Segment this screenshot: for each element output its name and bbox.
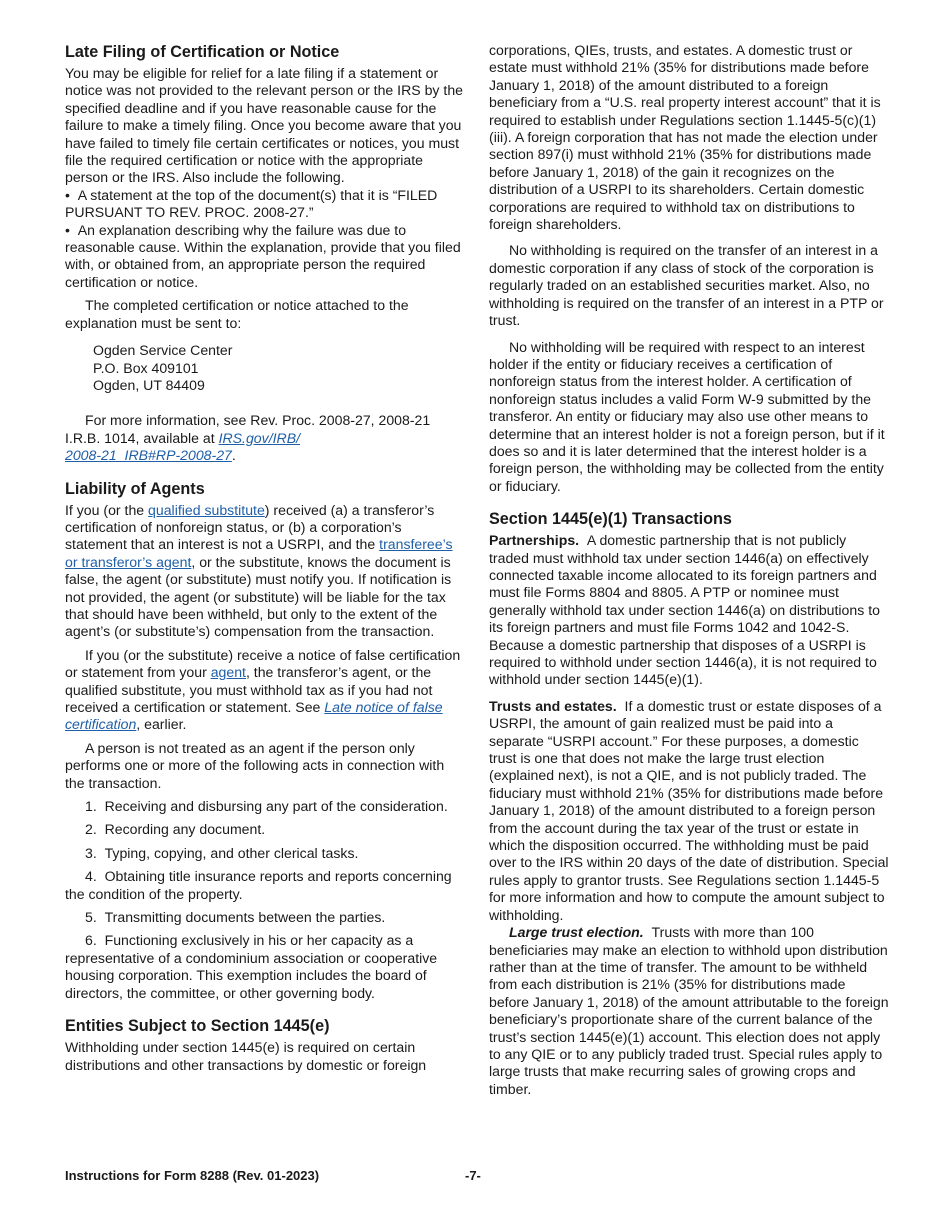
more-info-paragraph: For more information, see Rev. Proc. 2008-27, 2008-21 I.R.B. 1014, available at IRS.gov/IRB/ 2008-21_IRB#RP-2008-27. (65, 412, 431, 464)
late-filing-heading: Late Filing of Certification or Notice (65, 43, 340, 61)
agent-definition-link[interactable]: agent (210, 664, 246, 681)
no-withholding-paragraph: No withholding is required on the transfer of an interest in a domestic corporation if any class of stock of the corporation is regularly traded on an established securities market. Also, no withholding is required on the transfer of an interest in a PTP or trust. (489, 242, 884, 329)
bullet-item: • A statement at the top of the document(s) that it is “FILED PURSUANT TO REV. PROC. 2008-27.” (65, 186, 438, 221)
liability-agents-heading: Liability of Agents (65, 479, 205, 498)
agents-paragraph-2: If you (or the substitute) receive a notice of false certification or statement from your agent, the transferor’s agent, or the qualified substitute, you must withhold tax as if you had not received a certification or statement. See Late notice of false certification, earlier. (65, 646, 461, 733)
address-line: P.O. Box 409101 (93, 359, 199, 376)
partnerships-paragraph: Partnerships. A domestic partnership that is not publicly traded must withhold tax under section 1446(a) on effectively connected taxable income allocated to its foreign partners and must file Forms 8804 and 8805. A PTP or nominee must generally withhold tax under section 1446(a) on distributions to its foreign partners and must file Forms 1042 and 1042-S. Because a domestic partnership that disposes of a USRPI is required to withhold under section 1446(a), it is not required to withhold under section 1445(e)(1). (489, 532, 880, 688)
entities-paragraph: Withholding under section 1445(e) is required on certain distributions and other transactions by domestic or foreign (65, 1039, 427, 1073)
bullet-item: • An explanation describing why the failure was due to reasonable cause. Within the explanation, provide that you filed with, or obtained from, an appropriate person the required certification or notice. (65, 221, 461, 290)
send-to-paragraph: The completed certification or notice attached to the explanation must be sent to: (65, 297, 409, 331)
rev-proc-link[interactable]: IRS.gov/IRB/ 2008-21_IRB#RP-2008-27 (65, 429, 301, 464)
agent-link[interactable]: transferee’s or transferor’s agent (65, 536, 453, 570)
address-line: Ogden, UT 84409 (93, 376, 205, 393)
entities-heading: Entities Subject to Section 1445(e) (65, 1017, 330, 1036)
left-column (65, 42, 465, 1074)
list-item: 1. Receiving and disbursing any part of the consideration. (85, 798, 448, 815)
trusts-paragraph: Trusts and estates. If a domestic trust or estate disposes of a USRPI, the amount of gain realized must be paid into a separate “USRPI account.” For these purposes, a domestic trust is one that does not make the large trust election (explained next), is not a QIE, and is not publicly traded. The fiduciary must withhold 21% (35% for distributions made before January 1, 2018) of the amount distributed to a foreign person from the account during the tax year of the trust or estate in which the disposition occurred. The withholding must be paid over to the IRS within 20 days of the date of distribution. Special rules apply to grantor trusts. See Regulations section 1.1445-5 for more information and how to compute the amount subject to withholding. (489, 697, 889, 923)
list-item: 5. Transmitting documents between the parties. (85, 909, 386, 926)
late-filing-paragraph: You may be eligible for relief for a late filing if a statement or notice was not provided to the relevant person or the IRS by the specified deadline and if you have reasonable cause for the failure to make a timely filing. Once you become aware that you have failed to timely file certain certificates or notices, you must file the required certification or notice with the appropriate person or the IRS. Also include the following. (65, 65, 463, 186)
mailing-address (65, 342, 465, 394)
qualified-substitute-link[interactable]: qualified substitute (148, 501, 265, 518)
continued-paragraph: corporations, QIEs, trusts, and estates. A domestic trust or estate must withhold 21% (35% for distributions made before January 1, 2018) of the amount distributed to a foreign beneficiary from a “U.S. real property interest account” that it is required to establish under Regulations section 1.1445-5(c)(1)(iii). A foreign corporation that has not made the election under section 897(i) must withhold 21% (35% for distributions made before January 1, 2018) of the gain it recognizes on the distribution of a USRPI to its shareholders. Certain domestic corporations are required to withhold tax on distributions to foreign shareholders. (489, 42, 881, 233)
address-line: Ogden Service Center (93, 342, 233, 359)
agents-paragraph-3: A person is not treated as an agent if the person only performs one or more of the following acts in connection with the transaction. (65, 739, 445, 791)
form-title: Instructions for Form 8288 (Rev. 01-2023) (65, 1168, 320, 1183)
page-footer (65, 1168, 885, 1183)
agents-paragraph-1: If you (or the qualified substitute) received (a) a transferor’s certification of nonforeign status, or (b) a corporation’s statement that an interest is not a USRPI, and the transferee’s or transferor’s agent, or the substitute, knows the document is false, the agent (or substitute) must notify you. If notification is not provided, the agent (or substitute) will be liable for the tax that should have been withheld, but only to the extent of the agent’s (or substitute’s) compensation from the transaction. (65, 501, 453, 640)
section-1445e1-heading: Section 1445(e)(1) Transactions (489, 510, 732, 529)
late-notice-link[interactable]: Late notice of false certification (65, 699, 443, 733)
nonforeign-paragraph: No withholding will be required with respect to an interest holder if the entity or fiduciary receives a certification of nonforeign status from the interest holder. A certification of nonforeign status includes a valid Form W-9 submitted by the transferor. An entity or fiduciary may also use other means to determine that an interest holder is not a foreign person, but if it does so and it is later determined that the interest holder is a foreign person, the withholding may be collected from the entity or fiduciary. (489, 338, 885, 494)
large-trust-paragraph: Large trust election. Trusts with more than 100 beneficiaries may make an election to withhold upon distribution rather than at the time of transfer. The amount to be withheld from each distribution is 21% (35% for distributions made before January 1, 2018) of the amount attributable to the foreign beneficiary’s proportionate share of the current balance of the trust’s section 1445(e)(1) account. This election does not apply to any QIE or to any publicly traded trust. Special rules apply to large trusts that make recurring sales of growing crops and timber. (489, 924, 889, 1097)
list-item: 4. Obtaining title insurance reports and reports concerning the condition of the property. (65, 868, 452, 902)
list-item: 2. Recording any document. (85, 821, 266, 838)
page-number: -7- (465, 1168, 481, 1183)
list-item: 3. Typing, copying, and other clerical tasks. (85, 844, 359, 861)
right-column (489, 42, 889, 1098)
list-item: 6. Functioning exclusively in his or her capacity as a representative of a condominium association or cooperative housing corporation. This exemption includes the board of directors, the committee, or other governing body. (65, 932, 438, 1001)
